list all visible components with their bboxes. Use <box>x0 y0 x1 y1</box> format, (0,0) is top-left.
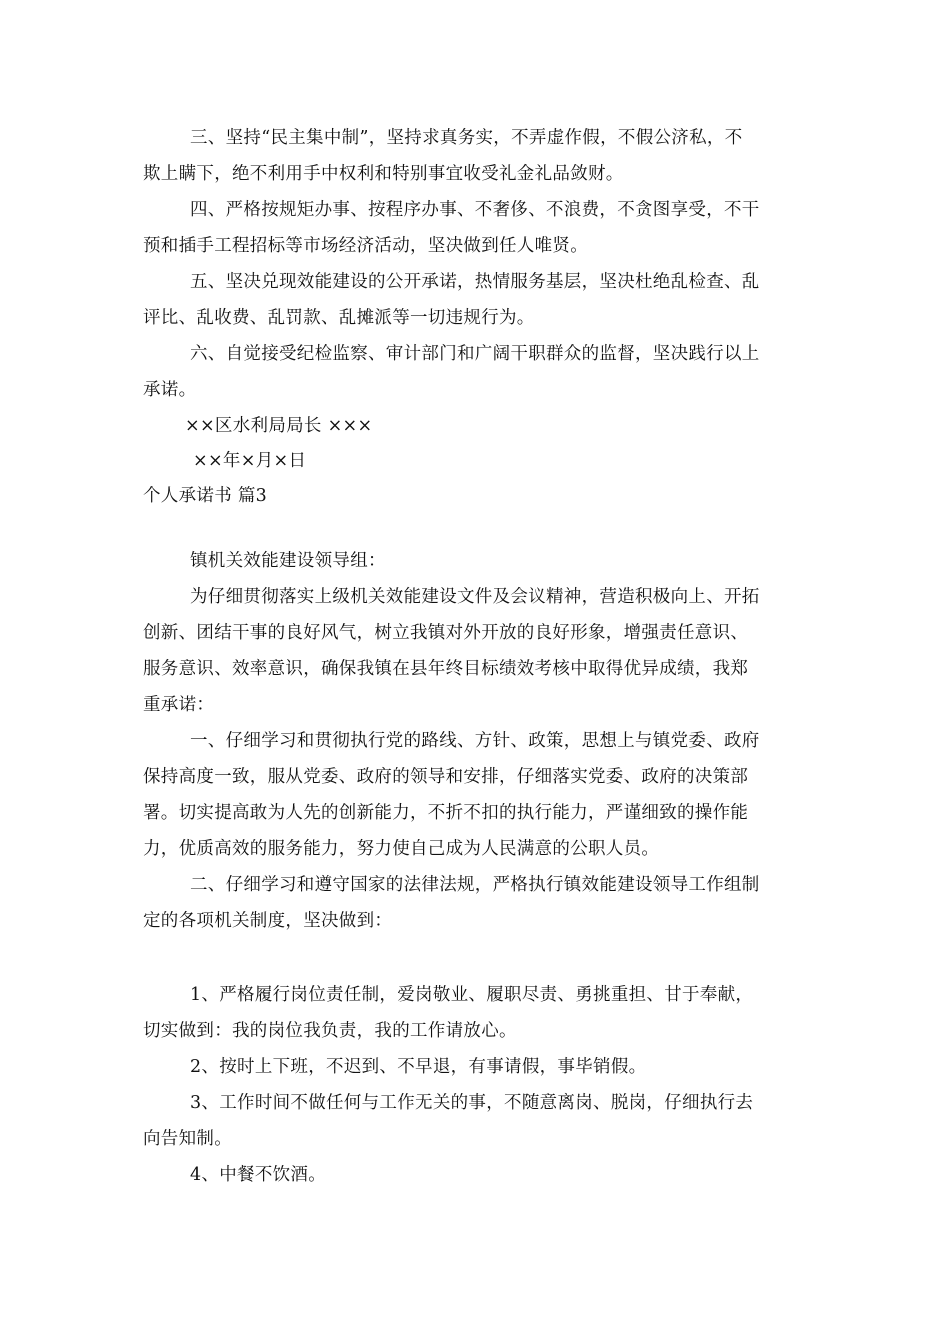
paragraph-line: 切实做到：我的岗位我负责，我的工作请放心。 <box>143 1021 517 1041</box>
paragraph-line: 3、工作时间不做任何与工作无关的事，不随意离岗、脱岗，仔细执行去 <box>190 1093 754 1113</box>
paragraph-line: 欺上瞒下，绝不利用手中权利和特别事宜收受礼金礼品敛财。 <box>143 164 624 184</box>
paragraph-line: 保持高度一致，服从党委、政府的领导和安排，仔细落实党委、政府的决策部 <box>143 767 749 787</box>
paragraph-line: 预和插手工程招标等市场经济活动，坚决做到任人唯贤。 <box>143 236 588 256</box>
section-heading: 个人承诺书 篇3 <box>143 486 268 506</box>
date-line: ××年×月×日 <box>193 451 307 471</box>
paragraph-line: 1、严格履行岗位责任制，爱岗敬业、履职尽责、勇挑重担、甘于奉献， <box>190 985 754 1005</box>
paragraph-line: 为仔细贯彻落实上级机关效能建设文件及会议精神，营造积极向上、开拓 <box>190 587 760 607</box>
paragraph-line: 重承诺： <box>143 695 215 715</box>
paragraph-line: 服务意识、效率意识，确保我镇在县年终目标绩效考核中取得优异成绩，我郑 <box>143 659 749 679</box>
paragraph-line: 向告知制。 <box>143 1129 232 1149</box>
paragraph-line: 4、中餐不饮酒。 <box>190 1165 327 1185</box>
paragraph-line: 三、坚持“民主集中制”，坚持求真务实，不弄虚作假，不假公济私，不 <box>190 128 743 148</box>
paragraph-line: 署。切实提高敢为人先的创新能力，不折不扣的执行能力，严谨细致的操作能 <box>143 803 749 823</box>
paragraph-line: 定的各项机关制度，坚决做到： <box>143 911 393 931</box>
paragraph-line: 二、仔细学习和遵守国家的法律法规，严格执行镇效能建设领导工作组制 <box>190 875 760 895</box>
paragraph-line: 五、坚决兑现效能建设的公开承诺，热情服务基层，坚决杜绝乱检查、乱 <box>190 272 760 292</box>
salutation: 镇机关效能建设领导组： <box>190 551 386 571</box>
paragraph-line: 一、仔细学习和贯彻执行党的路线、方针、政策，思想上与镇党委、政府 <box>190 731 760 751</box>
paragraph-line: 六、自觉接受纪检监察、审计部门和广阔干职群众的监督，坚决践行以上 <box>190 344 760 364</box>
paragraph-line: 承诺。 <box>143 380 197 400</box>
paragraph-line: 四、严格按规矩办事、按程序办事、不奢侈、不浪费，不贪图享受，不干 <box>190 200 760 220</box>
paragraph-line: 2、按时上下班，不迟到、不早退，有事请假，事毕销假。 <box>190 1057 647 1077</box>
signature-line: ××区水利局局长 ××× <box>185 416 373 436</box>
paragraph-line: 力，优质高效的服务能力，努力使自己成为人民满意的公职人员。 <box>143 839 660 859</box>
paragraph-line: 评比、乱收费、乱罚款、乱摊派等一切违规行为。 <box>143 308 535 328</box>
paragraph-line: 创新、团结干事的良好风气，树立我镇对外开放的良好形象，增强责任意识、 <box>143 623 749 643</box>
